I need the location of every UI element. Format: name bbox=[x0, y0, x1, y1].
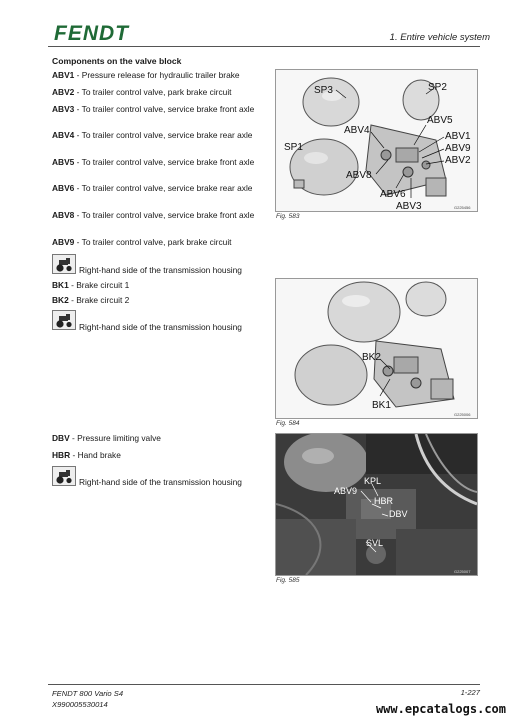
footer-doc-number: X990005530014 bbox=[52, 700, 108, 709]
figure-label: ABV5 bbox=[427, 115, 453, 126]
list-item: ABV3 - To trailer control valve, service brake front axle bbox=[52, 104, 255, 114]
list-item: HBR - Hand brake bbox=[52, 450, 121, 460]
figure-label: SP2 bbox=[428, 82, 447, 93]
tractor-icon bbox=[52, 254, 76, 274]
figure-584-image bbox=[275, 278, 478, 419]
watermark-link[interactable]: www.epcatalogs.com bbox=[375, 702, 506, 716]
figure-label: ABV8 bbox=[346, 170, 372, 181]
list-item: ABV8 - To trailer control valve, service brake front axle bbox=[52, 210, 255, 220]
figure-label: ABV6 bbox=[380, 189, 406, 200]
list-item: ABV5 - To trailer control valve, service brake front axle bbox=[52, 157, 255, 167]
list-item: BK1 - Brake circuit 1 bbox=[52, 280, 130, 290]
figure-caption: Fig. 583 bbox=[276, 213, 300, 220]
figure-label: SP3 bbox=[314, 85, 333, 96]
figure-label: SVL bbox=[366, 538, 384, 548]
list-item: ABV6 - To trailer control valve, service brake rear axle bbox=[52, 183, 253, 193]
figure-label: ABV1 bbox=[445, 131, 471, 142]
tractor-icon bbox=[52, 310, 76, 330]
figure-id: G225007 bbox=[454, 569, 471, 574]
note-text: Right-hand side of the transmission housing bbox=[79, 322, 242, 332]
figure-id: G225006 bbox=[454, 412, 471, 417]
figure-label: ABV4 bbox=[344, 125, 370, 136]
figure-label: DBV bbox=[389, 509, 408, 519]
footer-model-info bbox=[52, 688, 123, 710]
figure-585-photo bbox=[275, 433, 478, 576]
list-item: BK2 - Brake circuit 2 bbox=[52, 295, 130, 305]
footer-divider bbox=[48, 684, 480, 685]
figure-label: BK2 bbox=[362, 352, 381, 363]
list-item: ABV9 - To trailer control valve, park brake circuit bbox=[52, 237, 232, 247]
brand-text: FENDT bbox=[54, 22, 129, 44]
figure-label: KPL bbox=[364, 476, 382, 486]
fendt-logo bbox=[52, 22, 148, 44]
figure-label: ABV9 bbox=[445, 143, 471, 154]
section-title: 1. Entire vehicle system bbox=[389, 32, 490, 43]
figure-583-image bbox=[275, 69, 478, 212]
figure-caption: Fig. 585 bbox=[276, 577, 300, 584]
list-item: ABV4 - To trailer control valve, service brake rear axle bbox=[52, 130, 253, 140]
figure-label: ABV9 bbox=[334, 486, 358, 496]
figure-label: BK1 bbox=[372, 400, 391, 411]
figure-label: ABV2 bbox=[445, 155, 471, 166]
figure-label: ABV3 bbox=[396, 201, 422, 211]
components-heading: Components on the valve block bbox=[52, 56, 182, 66]
list-item: DBV - Pressure limiting valve bbox=[52, 433, 161, 443]
page-number: 1-227 bbox=[460, 688, 480, 697]
footer-model: FENDT 800 Vario S4 bbox=[52, 689, 124, 698]
figure-caption: Fig. 584 bbox=[276, 420, 300, 427]
tractor-icon bbox=[52, 466, 76, 486]
header-divider bbox=[48, 46, 480, 47]
list-item: ABV2 - To trailer control valve, park brake circuit bbox=[52, 87, 232, 97]
figure-id: G225456 bbox=[454, 205, 471, 210]
figure-label: SP1 bbox=[284, 142, 303, 153]
figure-label: HBR bbox=[374, 496, 394, 506]
note-text: Right-hand side of the transmission housing bbox=[79, 477, 242, 487]
list-item: ABV1 - Pressure release for hydraulic trailer brake bbox=[52, 70, 240, 80]
note-text: Right-hand side of the transmission housing bbox=[79, 265, 242, 275]
